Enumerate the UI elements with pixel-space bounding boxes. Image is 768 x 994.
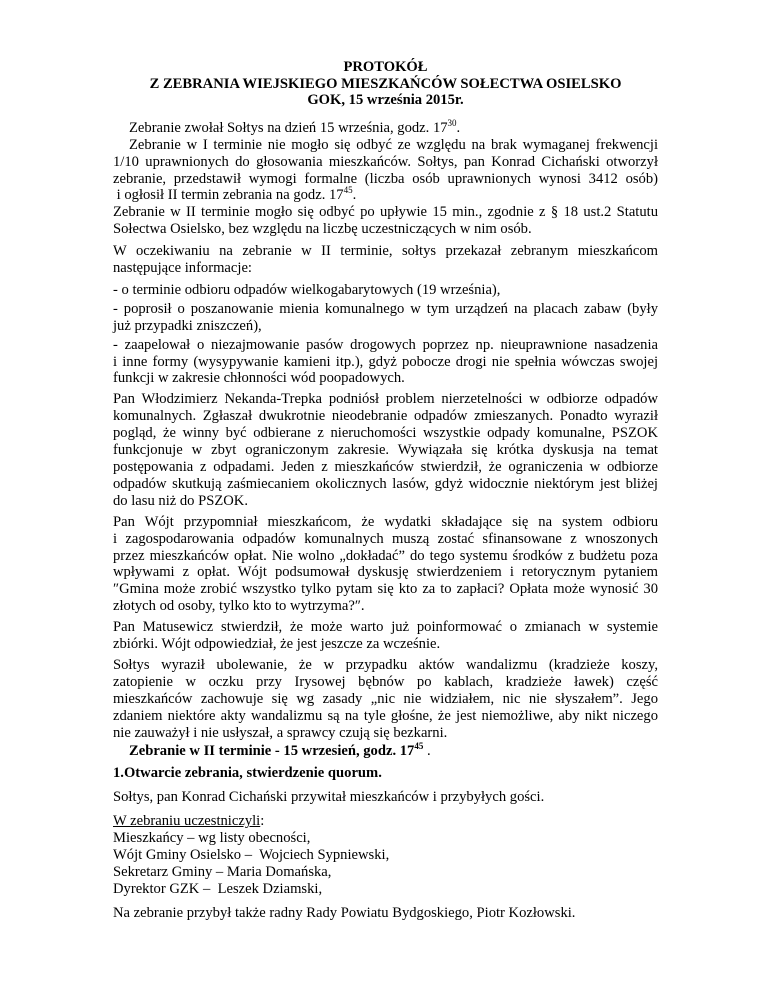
document-title <box>113 58 658 109</box>
list-item: - o terminie odbioru odpadów wielkogabarytowych (19 września), <box>113 281 501 298</box>
waiting-paragraph: W oczekiwaniu na zebranie w II terminie, sołtys przekazał zebranym mieszkańcom następujące informacje: <box>113 243 658 277</box>
list-item: Sekretarz Gminy – Maria Domańska, <box>113 863 332 880</box>
second-term-heading: Zebranie w II terminie - 15 wrzesień, godz. $17^{45}$ . <box>129 740 431 759</box>
guest-note: Na zebranie przybył także radny Rady Powiatu Bydgoskiego, Piotr Kozłowski. <box>113 904 576 921</box>
list-item: Dyrektor GZK – Leszek Dziamski, <box>113 880 323 897</box>
wojt-paragraph: Pan Wójt przypomniał mieszkańcom, że wydatki składające się na system odbioru i zagospodarowania odpadów komunalnych muszą zostać sfinansowane z wnoszonych przez mieszkańców opłat. Nie wolno „dokładać” do tego systemu środków z budżetu poza wpływami z opłat. Wójt podsumował dyskusję stwierdzeniem i retorycznym pytaniem ″Gmina może zrobić wszystko tylko pytam się kto za to zapłaci? Opłata może wynosić 30 złotych od osoby, tylko kto to wytrzyma?″. <box>113 513 658 615</box>
title-line-2: Z ZEBRANIA WIEJSKIEGO MIESZKAŃCÓW SOŁECTWA OSIELSKO <box>149 75 622 92</box>
participants-heading: W zebraniu uczestniczyli: <box>113 813 265 830</box>
document-page <box>113 58 658 922</box>
soltys-paragraph: Sołtys wyraził ubolewanie, że w przypadku aktów wandalizmu (kradzieże koszy, zatopienie w oczku przy Irysowej bębnów po kablach, kradzieże ławek) część mieszkańców zachowuje się wg zasady „nic nie widziałem, nic nie słyszałem”. Jego zdaniem niektóre akty wandalizmu są na tyle głośne, że jest niemożliwe, aby nikt niczego nie zauważył i nie usłyszał, a sprawcy czują się bezkarni. <box>113 656 658 741</box>
section-1-opened: Sołtys, pan Konrad Cichański przywitał mieszkańców i przybyłych gości. <box>113 789 545 806</box>
intro-convened: Zebranie zwołał Sołtys na dzień 15 września, godz. $17^{30}$. <box>129 117 461 136</box>
list-item: Wójt Gminy Osielsko – Wojciech Sypniewski, <box>113 847 390 864</box>
title-line-3: GOK, 15 września 2015r. <box>307 92 464 109</box>
intro-first-term: Zebranie w I terminie nie mogło się odbyć ze względu na brak wymaganej frekwencji 1/10 uprawnionych do głosowania mieszkańców. Sołtys, pan Konrad Cichański otworzył zebranie, przedstawił wymogi formalne (liczba osób uprawnionych wynosi 3412 osób) i ogłosił II termin zebrania na godz. $17^{45}$. <box>113 136 658 204</box>
section-1-heading: 1.Otwarcie zebrania, stwierdzenie quorum. <box>113 765 382 782</box>
list-item: - zaapelował o niezajmowanie pasów drogowych poprzez np. nieuprawnione nasadzenia <box>113 336 658 353</box>
list-item: - poprosił o poszanowanie mienia komunalnego w tym urządzeń na placach zabaw (były <box>113 300 658 317</box>
list-item: Mieszkańcy – wg listy obecności, <box>113 830 311 847</box>
title-line-1: PROTOKÓŁ <box>343 59 428 75</box>
matusewicz-paragraph: Pan Matusewicz stwierdził, że może warto już poinformować o zmianach w systemie zbiórki. Wójt odpowiedział, że jest jeszcze za wcześnie. <box>113 619 658 653</box>
intro-second-term: Zebranie w II terminie mogło się odbyć po upływie 15 min., zgodnie z § 18 ust.2 Statutu Sołectwa Osielsko, bez względu na liczbę uczestniczących w nim osób. <box>113 204 658 238</box>
info-list: - o terminie odbioru odpadów wielkogabarytowych (19 września), - poprosił o poszanowanie mienia komunalnego w tym urządzeń na placach zabaw (były już przypadki zniszczeń), - zaapelował o niezajmowanie pasów drogowych poprzez np. nieuprawnione nasadzenia i inne formy (wysypywanie kamieni itp.), gdyż pobocze drogi nie spełnia wówczas swojej funkcji w zakresie chłonności wód poopadowych. <box>113 281 658 387</box>
participants-list <box>113 830 658 898</box>
nekanda-paragraph: Pan Włodzimierz Nekanda-Trepka podniósł problem nierzetelności w odbiorze odpadów komunalnych. Zgłaszał dwukrotnie nieodebranie odpadów zmieszanych. Ponadto wyraził pogląd, że winny być odbierane z nieruchomości wszystkie odpady komunalne, PSZOK funkcjonuje w zbyt ograniczonym zakresie. Wywiązała się krótka dyskusja na temat postępowania z odpadami. Jeden z mieszkańców stwierdził, że ograniczenia w odbiorze odpadów skutkują zaśmiecaniem okolicznych lasów, gdyż widocznie niektórym jest bliżej do lasu niż do PSZOK. <box>113 391 658 509</box>
